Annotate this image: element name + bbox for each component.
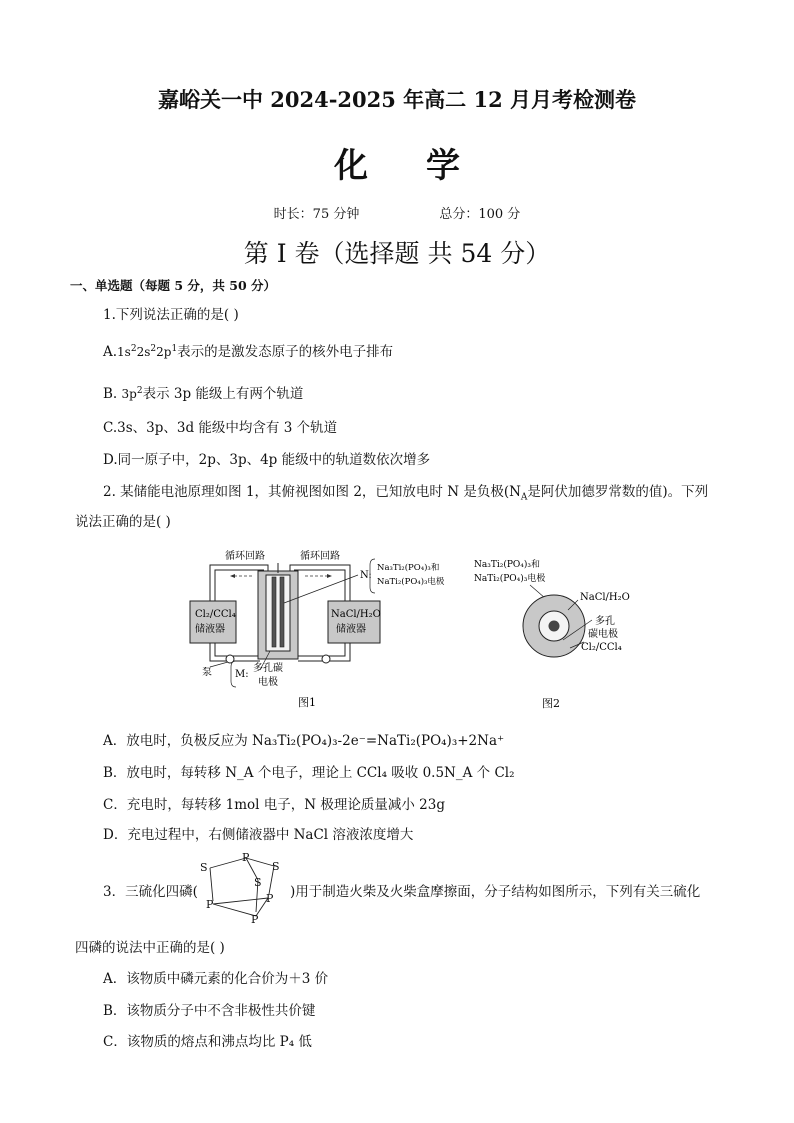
q3-stem-start: 3．三硫化四磷( — [103, 884, 198, 900]
loop-label-left: 循环回路 — [225, 551, 265, 562]
center-electrode-icon — [549, 621, 560, 632]
fig2-top-line1: Na₃Ti₂(PO₄)₃和 — [474, 560, 541, 570]
tank-left-label2: 储液器 — [195, 624, 225, 635]
m-electrode-line2: 电极 — [258, 677, 278, 688]
fig2-cl2-label: Cl₂/CCl₄ — [581, 642, 622, 653]
m-electrode-line1: 多孔碳 — [253, 663, 283, 674]
fig2-porous-line1: 多孔 — [595, 616, 615, 627]
q2-stem-line1: 2. 某储能电池原理如图 1，其俯视图如图 2，已知放电时 N 是负极($N_A$是阿伏加德罗常数的值)。下列 — [103, 484, 709, 503]
tank-right-label1: NaCl/H₂O — [331, 609, 381, 620]
n-electrode-line1: Na₃Ti₂(PO₄)₃和 — [377, 563, 440, 573]
m-electrode-label: M: — [235, 669, 249, 680]
part-title: 一、单选题（每题 5 分，共 50 分） — [70, 278, 277, 293]
atom-p-right: P — [266, 892, 274, 905]
cell-inner — [266, 575, 290, 651]
q2-option-d: D．充电过程中，右侧储液器中 NaCl 溶液浓度增大 — [103, 827, 414, 843]
tank-right — [328, 601, 380, 643]
q3-stem-line2: 四磷的说法中正确的是( ) — [75, 940, 225, 956]
atom-s-middle: S — [254, 876, 262, 889]
q2-option-a: A．放电时，负极反应为 Na₃Ti₂(PO₄)₃-2e⁻=NaTi₂(PO₄)₃+2Na⁺ — [103, 733, 505, 749]
electron-config: $1s^22s^22p^1$ — [117, 344, 178, 359]
fig2-porous-line2: 碳电极 — [588, 629, 618, 640]
exam-title: 嘉峪关一中 2024-2025 年高二 12 月月考检测卷 — [157, 87, 637, 112]
q1-option-d: D.同一原子中，2p、3p、4p 能级中的轨道数依次增多 — [103, 452, 431, 468]
p4s3-molecule-structure — [196, 846, 288, 928]
orbital-notation: $3p^2$ — [121, 386, 143, 401]
fig1-caption: 图1 — [298, 696, 316, 709]
q1-option-c: C.3s、3p、3d 能级中均含有 3 个轨道 — [103, 420, 338, 436]
q3-option-b: B．该物质分子中不含非极性共价键 — [103, 1003, 316, 1019]
q2-stem-line2: 说法正确的是( ) — [75, 514, 171, 530]
total-score: 总分：100 分 — [439, 207, 521, 222]
q2-option-b: B．放电时，每转移 N_A 个电子，理论上 CCl₄ 吸收 0.5N_A 个 Cl₂ — [103, 765, 515, 781]
q2-option-c: C．充电时，每转移 1mol 电子，N 极理论质量减小 23g — [103, 797, 445, 813]
tank-right-label2: 储液器 — [336, 624, 366, 635]
tank-left-label1: Cl₂/CCl₄ — [195, 609, 236, 620]
fig2-top-line2: NaTi₂(PO₄)₃电极 — [474, 574, 546, 584]
atom-s-left: S — [200, 861, 208, 874]
atom-s-right: S — [272, 860, 280, 873]
n-electrode-label: N: — [360, 570, 372, 581]
pump-right-icon — [322, 655, 330, 663]
battery-diagram-fig1 — [180, 543, 480, 713]
n-electrode-line2: NaTi₂(PO₄)₃电极 — [377, 577, 445, 587]
fig2-nacl-label: NaCl/H₂O — [580, 592, 630, 603]
pump-label: 泵 — [202, 667, 212, 678]
loop-label-right: 循环回路 — [300, 551, 340, 562]
q1-stem: 1.下列说法正确的是( ) — [103, 307, 239, 323]
fig2-caption: 图2 — [542, 697, 560, 710]
q3-option-a: A．该物质中磷元素的化合价为＋3 价 — [103, 971, 329, 987]
q1-option-b: B. $3p^2$表示 3p 能级上有两个轨道 — [103, 386, 304, 402]
q1-option-a: $A.1s^22s^22p^1$表示的是激发态原子的核外电子排布 — [103, 344, 394, 360]
duration: 时长：75 分钟 — [273, 207, 360, 222]
subject-title: 化学 — [334, 146, 518, 186]
section-title: 第 I 卷（选择题 共 54 分） — [243, 239, 551, 268]
exam-meta — [0, 203, 794, 222]
q3-stem-end: )用于制造火柴及火柴盒摩擦面，分子结构如图所示，下列有关三硫化 — [290, 884, 701, 900]
atom-p-bottom: P — [251, 913, 259, 926]
atom-p-left: P — [206, 898, 214, 911]
tank-left — [190, 601, 236, 643]
atom-p-top: P — [242, 851, 250, 864]
battery-topview-fig2 — [470, 548, 650, 713]
q3-option-c: C．该物质的熔点和沸点均比 P₄ 低 — [103, 1034, 312, 1050]
